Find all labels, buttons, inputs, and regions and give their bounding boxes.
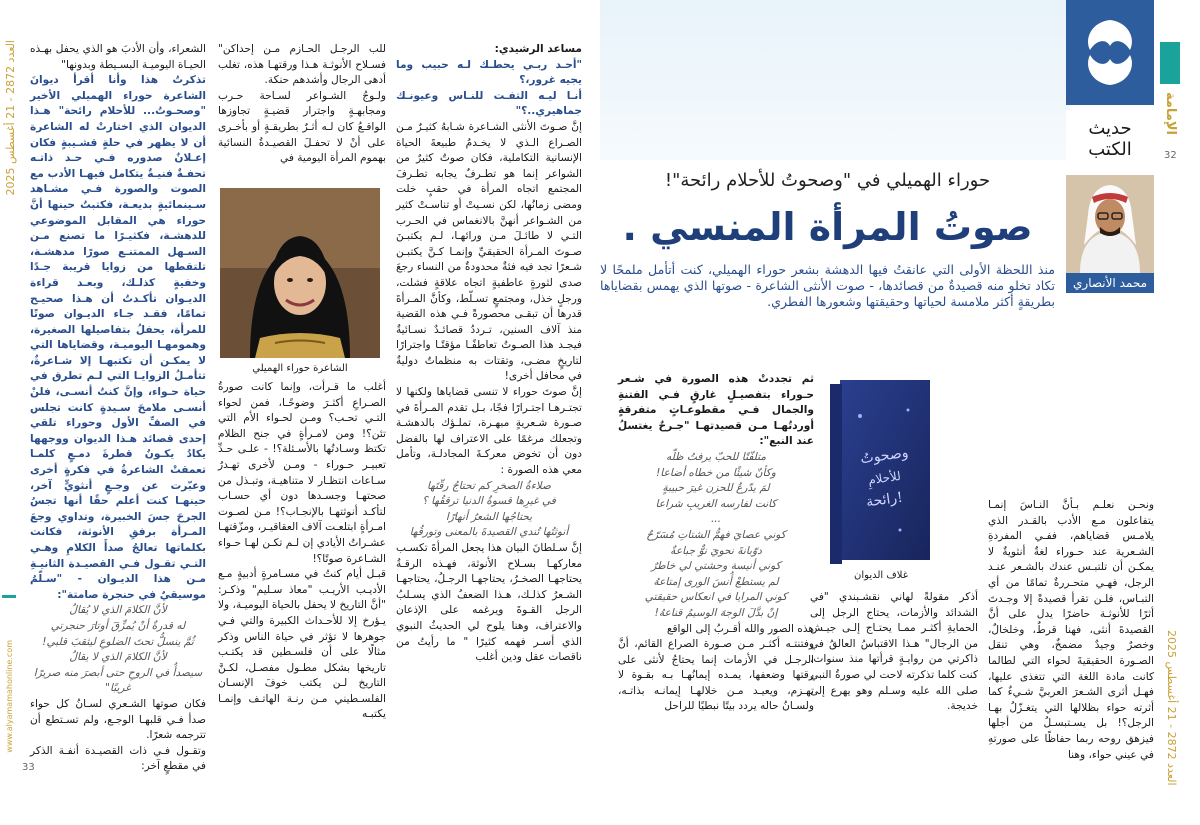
issue-line-vertical-right: العدد 2872 - 21 أغسطس 2025	[1165, 630, 1178, 786]
col-a-quote-2: أنـا ليـه التفـت للنـاس وعيونـك جماهيري..؟"	[396, 89, 582, 118]
column-b-bottom	[218, 380, 386, 768]
col-a-p2: إنَّ صـوتَ الأنثى الشـاعرة شـابهُ كثيـرٌ مـن الصـراع الـذي لا يخـدمُ طبيعةَ الحياة الإنسانية التكاملية، فكان صوتٌ كثيرٌ من الشواعر إنما هو تطـرفٌ يجابه تطـرفَ المجتمع اتجاه المرأة في حقبٍ خلت ومضى زمانُها، لكن نسـيتْ أو تناسـتْ كثير من الشـواعر أنهنَّ بالانغماس في الحـرب التـي لا طائـلَ مـن ورائهـا، لـم يكتبـنَ صـوتَ المـرأة الحقيقيِّ وإنمـا كـنَّ يكتبـن شـعرًا تجد فيه فئةٌ محدودةٌ من النساء رجعَ صدى لثورةٍ عاطفيةٍ اتجاه علاقةٍ فشلت، ورجلٍ خذل، ومجتمعٍ تسـلّط، وكأنَّ المـرأةَ قدرها أن تبقـى محصورةً فـي هذه القضية منذ آلاف السنين، تـرددُ قصائـدٌ نسـائيةٌ فيجـد هذا الصـوتُ تعاطفًـا مؤقتًـا واجترارًا لتاريخٍ مضـى، وتقتات به منظماتٌ دوليةٌ في محافل أخرى!	[396, 120, 582, 383]
col-c-verse-5: سيصدأُ في الروحِ حتى أبصرَ منه صريرًا غريبًا"	[33, 666, 203, 695]
middle-col-p-last: أذكر مقولةً لهاني نقشـبندي "في الشدائد والأزمات، يحتاج الرجل إلى الحمايةِ أكثـر ممـا يحتـاج إلـى جيـش من الرجال" هـذا الاقتباسُ العالقُ في ذاكرتي من روايـةٍ قرأتها منذ سنوات، كنت كلما تذكرته لاحت لي صورةُ النبي صلى الله عليه وسـلم وهو يهرع إلى خديجة.	[810, 591, 978, 713]
col-c-p3: فكان صوتها الشـعري لسـانُ كل حواء صدأ فـي قلبهـا الوجـع، ولم تسـتطع أن تترجمه شعرًا.	[30, 697, 206, 742]
page-number-right: 32	[1164, 150, 1177, 161]
col-a-p3: إنَّ صوتَ حوراء لا تنسى قضاياها ولكنها لا تجتـرهـا اجتـرارًا فجًا، بـل تقدم المـرأةَ في صـورة شـعريةٍ مبهـرة، تملـؤك بالدهشـة وتجعلك مرغمًا على الاعتراف لها بالفضل دون أن تخوض معركـةَ المجادلـة، وتأمل معي هذه الصورة :	[396, 386, 582, 477]
col-b-p2: ولـوجُ الشـواعر لسـاحة حـرب ومجابهـةٍ واجترار قضيـةٍ تجاوزها الواقـعُ كان لـه أثـرٌ بطريقـةٍ أو بأخـرى على أنْ لا تحفـلَ القصيـدةُ النسائية بهموم المرأة اليومية في	[218, 89, 386, 165]
verse-ellipsis: ...	[710, 513, 722, 526]
col-a-verse-1: صلاءةُ الصخرِ كم تحتاجُ رقّتَها	[427, 479, 551, 492]
col-a-verse-3: يحتاجُها الشعرُ أنهارًا	[445, 510, 533, 523]
book-cover	[830, 380, 935, 520]
verse-col-closing-1: هذه الصور والله أقـربُ إلى الواقع	[666, 622, 814, 635]
article-kicker: حوراء الهميلي في "وصحوتُ للأحلام رائحة"!	[664, 170, 991, 191]
right-col-p1: ونحـن نعلـم بـأنَّ النـاسَ إنمـا يتفاعلون مـع الأدب بالقـدر الذي يلامـس قضاياهم، ففـي المفردةِ الشـعرية عند حـوراء لغةٌ أنثويةٌ لا يمكـن أن تلتبـس عندك بالشـعر عنـد الرجل، فهـي متحـررةٌ تمامًا من أي التبـاس، فلـن تقرأ قصيدةً إلا وجـدتَ أثرًا للأنوثـة حاضرًا يدل على أنَّ القصيدةَ أنثى، فهنا قرطٌ، وخلخالٌ، وخصرٌ وجيدٌ مضمخٌ، وهي تنقل الصـورة الحقيقيةَ لحواء التي لطالما كانت مادة اللغة التي تتغذى عليها، فهـل أثرى الشـعرَ العربيَّ شـيءٌ كما أثرته حواء بظلالها التي يتغـزّلُ بهـا الرجل؟! بل يسـتبسـلُ من أجلها فيزهق روحه ربما حفاظًا على صورتهِ في عيني حواء، وهنا	[988, 499, 1154, 761]
col-a-verse-4: أنوثتُها تُندي القصيدةَ بالمعنى وتورقُها	[409, 526, 569, 539]
col-c-p4: وتقـول فـي ذات القصيـدة أنفـة الذكر في مقطعٍ آخر:	[30, 744, 206, 773]
author-portrait-illustration	[1066, 175, 1154, 273]
poet-portrait-illustration	[220, 188, 380, 358]
poet-photo	[220, 188, 380, 358]
verse-6: دوّبانةَ نحويَ نوٌّ جباعةٌ	[670, 544, 762, 557]
right-gutter	[1160, 0, 1200, 825]
col-c-verse-1: لأنَّ الكلامَ الذي لا يُقالُ	[69, 604, 167, 617]
article-intro: منذ اللحظة الأولى التي عانقتُ فيها الدهشة بشعر حوراء الهميلي، كنت أتأمل ملمحًا لا تكاد تخلو منه قصيدةٌ من قصائدها، - صوت الأنثى الشاعرة - صوتها الذي يهمس بقضاياها بطريقةٍ أكثر ملامسة لحياتها وحقيقتها وشعورها الفطري.	[600, 262, 1055, 309]
verse-col-intro: ثم تجددتْ هذه الصورة في شـعر حـوراء بتفصيـلٍ غارقٍ فـي الفتنةِ والجمال فـي مقطوعـاتٍ متفرقةٍ أوردتُهـا مـن قصيدتهـا "جـرحٌ يغتسلُ عند النبع":	[618, 373, 814, 448]
verse-10: إنْ بدَّلَ الوجهَ الوسيمُ قناعهُ!	[654, 606, 778, 619]
page-number-left: 33	[22, 762, 35, 773]
book-caption: غلاف الديوان	[854, 570, 908, 581]
col-a-p4: إنَّ سـلطانَ البيان هذا يجعل المرأةَ تكسـب معاركهـا بسـلاح الأنوثة، فهـذه الرقـةُ يحتاجهـا الصخـرُ، يحتاجهـا الرجـلُ، يحتاجهـا الشـعرُ كذلـك، هـذا الضعفُ الذي يسـلبُ الرجل القـوةَ ويرغمه على الإذعان والاعتراف، وهنا يلوح لي الحديثُ النبوي الذي أسـر فهمه كثيرًا " ما رأيتُ من ناقصات عقل ودين أغلب	[396, 542, 582, 664]
author-name: محمد الأنصاري	[1066, 273, 1154, 293]
verse-9: كوني المرايا في انعكاس حقيقتي	[644, 591, 788, 604]
col-b-p1: للب الرجـل الحـازم مـن إحداكن" فسـلاح الأنوثـة هـذا ورقتهـا هذه، تغلب أدهى الرجال وأشدهم حنكة.	[218, 43, 386, 87]
svg-text:رائحة!: رائحة!	[865, 489, 904, 511]
verse-3: لمَ يدّرعُ للحزن غيرَ حبيبةٍ	[662, 482, 770, 495]
col-c-verse-2: له قدرةٌ أنْ يُمزِّقَ أوتارَ حنجرتي	[50, 619, 186, 632]
col-c-verse-4: لأنَّ الكلامَ الذي لا يقالُ	[69, 651, 167, 664]
book-cover-illustration	[830, 380, 935, 565]
column-b-top	[218, 42, 386, 182]
column-a	[396, 42, 582, 768]
author-photo	[1066, 175, 1154, 273]
brand-vertical: الإمامة	[1163, 92, 1178, 135]
verse-column	[618, 372, 814, 772]
verse-8: لم يستطعْ أُنسَ الورى إمتاعهُ	[653, 575, 779, 588]
swirl-logo-icon	[1066, 0, 1154, 105]
col-a-quote-1: "أحـد ربـي يحطـك لـه حبيب وما يجيه غرور،؟	[396, 58, 582, 87]
middle-column	[810, 590, 978, 776]
verse-col-closing-2: وفتنتـه أكثـر مـن صـورة الصراع القائم، أنَّ الرجـل في الأزمات إنما يحتاجُ لأنثى على رقتها وضعفها، يمـده إيمانُهـا بـه بقـوة لا تهـزم، ويعيـد مـن خلالهـا إيمانـه بذاتـه، ولسـانُ حاله يردد بيتًا نبطيًا للراحل	[618, 638, 814, 713]
col-c-p2: تذكرتُ هذا وأنا أقرأ ديوانَ الشاعرة حوراء الهميلي الأخير "وصحـوتُ... للأحلام رائحة" هـذا الديوان الذي اختارتْ له الشاعرة أن لا يظهر في حلةٍ قشـيبةٍ فكان إعـلانٌ صدوره فـي حـد ذاتـه تحفـةٌ فنيـةٌ يتكامل فيهـا الأدب مع الصوت والصورة فـي مشـاهد سـينمائيةٍ بديعـة، فكتبتُ حينها أنَّ حوراء هي المقابل الموضوعي للدهشـة، فكثيـرًا ما تصنع مـن السـهل الممتنـع صورًا مدهشـة، تلتقطها من زوايا قريبة جـدًا وخفيةٍ كذلـك، وبعـد قراءة الديـوان تأكـدتُ أن هـذا صحيـح تمامًا، فقـد جـاء الديـوان صوتًا للمرأة، يحفلُ بتفاصيلها الصغيرة، وهمومهـا اليوميـة، وقضاياها التي لا يمكـن أن تكتبهـا إلا شـاعرةٌ، تتأمـلُ الزوايـا التي لـم تطرق في حياة حـواء، وإنَّ كنتُ أنسـى، فلنْ أنسـى ملامحَ سـيدةٍ كانت تجلس في الصفِّ الأول وحوراء تلقي إحدى قصائد هـذا الديوان ووجهها يكادُ يكـونُ قطرةَ دمـعٍ كلمـا تعمقتْ الشاعرةُ في فكرةٍ أخرى وعبّرت عن وجـعٍ أنثويٍّ آخر، حينهـا كنت أعلم حقًا أنها تجسُ الجرحَ جسَ الخبيرة، وتداوي وجعَ المـرأة برفقِ الأنوثة، فكانت بكلماتها تعالجُ صدأَ الكلامِ وهـي التـي تقـول فـي القصيـدة الثانيـةِ مـن هذا الديـوان - "سـلّمُ موسيقيٌ في حنجرة صامتة":	[30, 74, 206, 601]
magazine-logo-box	[1066, 0, 1154, 105]
col-c-p1: الشعراء، وأن الأدبَ هو الذي يحفل بهـذه الحيـاة اليوميـة البسـيطة وبدونها"	[30, 43, 206, 71]
col-c-verse-3: ثُمَّ ينسلُّ تحتَ الضلوعِ ليثقبَ قلبي!	[42, 635, 194, 648]
right-page	[600, 0, 1200, 825]
header-band	[600, 0, 1070, 160]
column-c	[30, 42, 206, 773]
col-a-p1: مساعد الرشيدي:	[494, 43, 582, 55]
article-headline: صوتُ المرأة المنسي .	[622, 205, 1033, 249]
verse-7: كوني أنيسة وحشتي لي خاطرٌ	[651, 560, 781, 573]
section-title	[1066, 110, 1154, 170]
poet-caption: الشاعرة حوراء الهميلي	[252, 363, 348, 374]
teal-block	[1160, 42, 1180, 84]
section-title-line2: الكتب	[1088, 139, 1132, 160]
verse-2: وكأنّ شيئًا من خطاه أضاعا!	[656, 466, 776, 479]
section-title-line1: حديث	[1088, 118, 1132, 139]
col-a-verse-2: في غيرِها قسوةُ الدنيا ترققُها ؟	[422, 495, 556, 508]
website-vertical: www.alyamamahonline.com	[5, 640, 14, 753]
right-column	[988, 498, 1154, 773]
verse-4: كانت لفارسه الغريبِ شراعا	[655, 497, 777, 510]
verse-1: متلفّتًا للحبّ يرفتُ ظلّه	[665, 450, 767, 463]
col-b-p4: قبـل أيام كنتُ في مسـامرةٍ أدبيةٍ مـع الأديـب الأريـب "معاذ سـليم" وذكـر: "أنَّ التاريخ لا يحفل بالحياة اليوميـة، ولا يـؤرخ إلا للأحـداث الكبيرة والتي فـي جوهرها لا تؤثر في حياة الناس وذكر مثالًا على أن فلسـطين قد يكتـب تاريخها بشكل مطـول مفصـل، لكـنَّ التاريخ لـن يكتب خوفَ الإنسـان الفلسـطيني مـن رنـة الهاتـف وإنمـا يكتبـه	[218, 568, 386, 721]
teal-marker	[2, 595, 16, 598]
svg-text:للأحلامِ: للأحلامِ	[867, 468, 902, 488]
svg-text:وصحوتُ: وصحوتُ	[859, 444, 910, 468]
col-b-p3: أغلب ما قـرأت، وإنما كانت صورةُ الصـراعِ أكثـرَ وضوحًـا، فمن لحواء التـي تحـب؟ ومـن لحـواء الأم التي تئن؟! ومن لامـرأةٍ في جنح الظلام تكتظ وسـادتُها بالأسـئلة؟! - علـى حـدِّ تعبيـر حـوراء - ومـن لأخرى تهـدرُ سـاعات انتظـار لا متناهيـة، وتبـذل من صحتهـا وجسـدها دون أي حسـاب لتأكـد أنوثتهـا بالإنجـاب؟! مـن لصـوت امـرأةٍ ابتلعـت آلاف العقاقيـر، ومزّقتهـا عشـراتُ الأيادي إن لـم تكـن لهـا حـواء الشـاعرة صوتًا؟!	[218, 381, 386, 565]
issue-line-vertical: العدد 2872 - 21 أغسطس 2025	[4, 40, 17, 196]
left-gutter	[0, 0, 22, 825]
verse-5: كوني عصايَ فهمُّ الشتاتِ مُسَرّحٌ	[646, 528, 786, 541]
